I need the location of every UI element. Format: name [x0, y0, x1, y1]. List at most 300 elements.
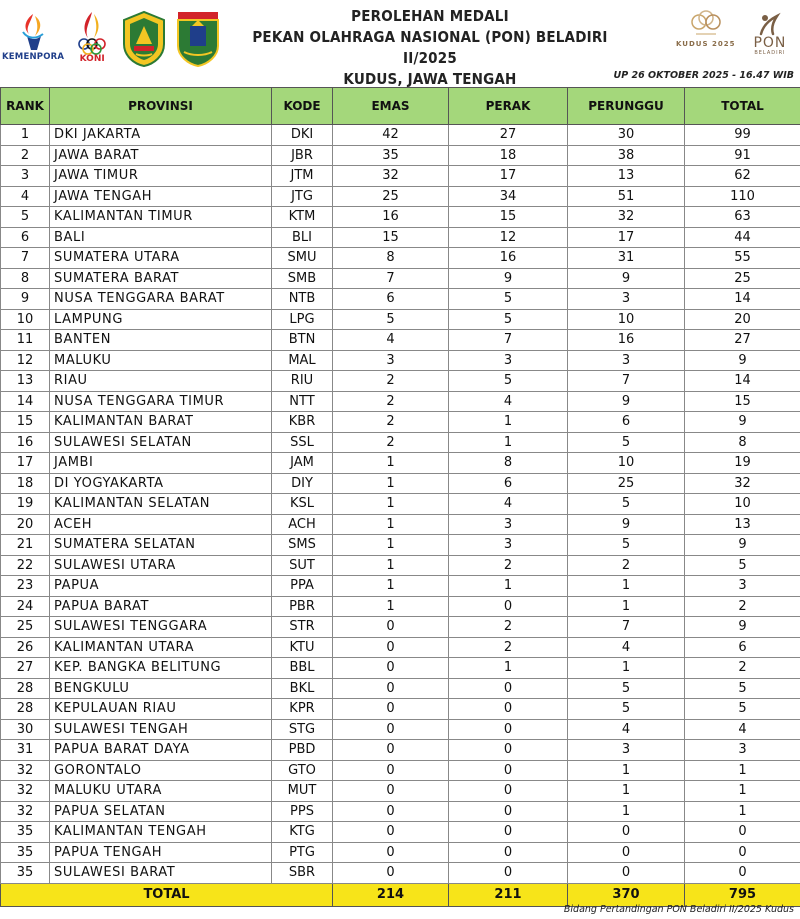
cell-kode: LPG [272, 309, 333, 330]
cell-perak: 0 [449, 740, 568, 761]
cell-total: 4 [685, 719, 800, 740]
cell-rank: 35 [1, 863, 50, 884]
table-row [1, 248, 800, 269]
cell-rank: 15 [1, 412, 50, 433]
cell-rank: 30 [1, 719, 50, 740]
cell-perak: 0 [449, 822, 568, 843]
cell-total: 5 [685, 699, 800, 720]
cell-kode: KPR [272, 699, 333, 720]
cell-perunggu: 3 [568, 289, 685, 310]
pon-logo [753, 10, 786, 56]
right-logos [676, 10, 786, 56]
totals-label: TOTAL [1, 883, 333, 906]
cell-perak: 1 [449, 432, 568, 453]
table-row [1, 227, 800, 248]
cell-total: 2 [685, 658, 800, 679]
kudus-2025-logo-text: KUDUS 2025 [676, 40, 736, 48]
table-row [1, 576, 800, 597]
left-logos [2, 10, 222, 68]
cell-emas: 1 [333, 494, 449, 515]
cell-kode: PBR [272, 596, 333, 617]
cell-emas: 42 [333, 125, 449, 146]
cell-rank: 25 [1, 617, 50, 638]
cell-perak: 12 [449, 227, 568, 248]
cell-provinsi: KALIMANTAN TENGAH [50, 822, 272, 843]
cell-rank: 28 [1, 678, 50, 699]
cell-perunggu: 4 [568, 637, 685, 658]
cell-perunggu: 5 [568, 699, 685, 720]
page-header [0, 0, 800, 88]
table-row [1, 494, 800, 515]
cell-rank: 27 [1, 658, 50, 679]
cell-perak: 27 [449, 125, 568, 146]
cell-perak: 9 [449, 268, 568, 289]
cell-provinsi: RIAU [50, 371, 272, 392]
table-row [1, 514, 800, 535]
cell-rank: 32 [1, 801, 50, 822]
cell-perak: 2 [449, 617, 568, 638]
cell-kode: PTG [272, 842, 333, 863]
cell-provinsi: BANTEN [50, 330, 272, 351]
cell-rank: 8 [1, 268, 50, 289]
column-header-perak: PERAK [449, 88, 568, 125]
cell-provinsi: KALIMANTAN TIMUR [50, 207, 272, 228]
cell-perunggu: 5 [568, 535, 685, 556]
cell-emas: 8 [333, 248, 449, 269]
pon-logo-subtext: BELADIRI [754, 50, 786, 56]
table-row [1, 391, 800, 412]
cell-emas: 1 [333, 453, 449, 474]
cell-perunggu: 38 [568, 145, 685, 166]
kemenpora-logo-text: KEMENPORA [2, 52, 65, 62]
cell-perunggu: 1 [568, 801, 685, 822]
column-header-kode: KODE [272, 88, 333, 125]
kudus-emblem-icon [174, 10, 222, 68]
cell-provinsi: SUMATERA BARAT [50, 268, 272, 289]
cell-rank: 18 [1, 473, 50, 494]
cell-perak: 15 [449, 207, 568, 228]
cell-perunggu: 1 [568, 576, 685, 597]
cell-total: 1 [685, 781, 800, 802]
cell-perak: 3 [449, 350, 568, 371]
cell-total: 63 [685, 207, 800, 228]
cell-kode: DIY [272, 473, 333, 494]
cell-total: 20 [685, 309, 800, 330]
cell-perunggu: 5 [568, 678, 685, 699]
cell-perunggu: 0 [568, 822, 685, 843]
table-row [1, 842, 800, 863]
cell-total: 5 [685, 678, 800, 699]
koni-logo [70, 10, 114, 64]
koni-logo-text: KONI [79, 54, 105, 64]
cell-perunggu: 1 [568, 658, 685, 679]
table-body [1, 125, 800, 884]
table-row [1, 166, 800, 187]
table-row [1, 822, 800, 843]
cell-emas: 0 [333, 658, 449, 679]
cell-provinsi: SULAWESI TENGGARA [50, 617, 272, 638]
cell-total: 55 [685, 248, 800, 269]
cell-emas: 5 [333, 309, 449, 330]
cell-emas: 2 [333, 371, 449, 392]
cell-emas: 16 [333, 207, 449, 228]
cell-perak: 4 [449, 391, 568, 412]
cell-emas: 0 [333, 801, 449, 822]
table-row [1, 760, 800, 781]
cell-rank: 14 [1, 391, 50, 412]
cell-perunggu: 6 [568, 412, 685, 433]
cell-perunggu: 10 [568, 309, 685, 330]
cell-perunggu: 9 [568, 391, 685, 412]
cell-perak: 0 [449, 719, 568, 740]
cell-provinsi: PAPUA SELATAN [50, 801, 272, 822]
cell-kode: NTB [272, 289, 333, 310]
cell-rank: 19 [1, 494, 50, 515]
cell-rank: 32 [1, 781, 50, 802]
table-row [1, 412, 800, 433]
cell-rank: 23 [1, 576, 50, 597]
cell-emas: 1 [333, 535, 449, 556]
cell-kode: JAM [272, 453, 333, 474]
cell-provinsi: PAPUA [50, 576, 272, 597]
table-row [1, 596, 800, 617]
cell-perak: 1 [449, 658, 568, 679]
cell-provinsi: NUSA TENGGARA BARAT [50, 289, 272, 310]
cell-perak: 7 [449, 330, 568, 351]
cell-provinsi: SULAWESI UTARA [50, 555, 272, 576]
cell-kode: PBD [272, 740, 333, 761]
table-row [1, 432, 800, 453]
cell-total: 14 [685, 289, 800, 310]
cell-rank: 5 [1, 207, 50, 228]
table-row [1, 801, 800, 822]
cell-provinsi: PAPUA BARAT DAYA [50, 740, 272, 761]
cell-provinsi: MALUKU [50, 350, 272, 371]
cell-emas: 7 [333, 268, 449, 289]
cell-perak: 0 [449, 699, 568, 720]
cell-kode: KSL [272, 494, 333, 515]
cell-provinsi: JAMBI [50, 453, 272, 474]
cell-perunggu: 10 [568, 453, 685, 474]
table-row [1, 658, 800, 679]
cell-provinsi: NUSA TENGGARA TIMUR [50, 391, 272, 412]
cell-provinsi: SULAWESI SELATAN [50, 432, 272, 453]
cell-emas: 2 [333, 432, 449, 453]
cell-provinsi: KALIMANTAN BARAT [50, 412, 272, 433]
cell-perak: 0 [449, 596, 568, 617]
table-row [1, 473, 800, 494]
cell-total: 3 [685, 740, 800, 761]
table-row [1, 719, 800, 740]
cell-perunggu: 5 [568, 494, 685, 515]
cell-kode: STR [272, 617, 333, 638]
table-row [1, 637, 800, 658]
cell-perunggu: 3 [568, 350, 685, 371]
cell-rank: 3 [1, 166, 50, 187]
title-block [230, 6, 630, 90]
column-header-provinsi: PROVINSI [50, 88, 272, 125]
cell-perak: 18 [449, 145, 568, 166]
cell-perak: 5 [449, 289, 568, 310]
cell-emas: 6 [333, 289, 449, 310]
kemenpora-logo [2, 10, 64, 62]
pon-figure-icon [755, 10, 785, 36]
cell-provinsi: PAPUA TENGAH [50, 842, 272, 863]
cell-provinsi: SULAWESI BARAT [50, 863, 272, 884]
kudus-2025-rings-icon [686, 10, 726, 40]
cell-total: 6 [685, 637, 800, 658]
cell-perunggu: 31 [568, 248, 685, 269]
cell-kode: SBR [272, 863, 333, 884]
table-row [1, 555, 800, 576]
cell-perunggu: 1 [568, 596, 685, 617]
cell-emas: 0 [333, 863, 449, 884]
cell-perak: 0 [449, 863, 568, 884]
table-row [1, 678, 800, 699]
cell-perak: 1 [449, 576, 568, 597]
cell-rank: 31 [1, 740, 50, 761]
cell-total: 5 [685, 555, 800, 576]
totals-perunggu: 370 [568, 883, 685, 906]
cell-kode: BKL [272, 678, 333, 699]
table-row [1, 289, 800, 310]
cell-kode: KTG [272, 822, 333, 843]
cell-emas: 0 [333, 719, 449, 740]
cell-rank: 10 [1, 309, 50, 330]
cell-rank: 4 [1, 186, 50, 207]
column-header-perunggu: PERUNGGU [568, 88, 685, 125]
cell-kode: DKI [272, 125, 333, 146]
footer-credit: Bidang Pertandingan PON Beladiri II/2025 Kudus [563, 904, 794, 915]
cell-emas: 2 [333, 391, 449, 412]
cell-emas: 0 [333, 781, 449, 802]
cell-perak: 2 [449, 555, 568, 576]
title-line-1: PEROLEHAN MEDALI [351, 7, 509, 25]
cell-emas: 32 [333, 166, 449, 187]
cell-rank: 28 [1, 699, 50, 720]
cell-perak: 0 [449, 842, 568, 863]
cell-perunggu: 51 [568, 186, 685, 207]
cell-emas: 15 [333, 227, 449, 248]
cell-emas: 0 [333, 617, 449, 638]
cell-emas: 0 [333, 699, 449, 720]
cell-total: 3 [685, 576, 800, 597]
cell-perak: 0 [449, 678, 568, 699]
cell-rank: 1 [1, 125, 50, 146]
title-line-2: PEKAN OLAHRAGA NASIONAL (PON) BELADIRI II/2025 [252, 28, 608, 67]
cell-emas: 4 [333, 330, 449, 351]
cell-perak: 5 [449, 371, 568, 392]
cell-perak: 0 [449, 760, 568, 781]
cell-kode: NTT [272, 391, 333, 412]
cell-perunggu: 1 [568, 781, 685, 802]
cell-total: 15 [685, 391, 800, 412]
cell-emas: 1 [333, 596, 449, 617]
cell-perunggu: 30 [568, 125, 685, 146]
cell-provinsi: LAMPUNG [50, 309, 272, 330]
cell-kode: SMU [272, 248, 333, 269]
cell-kode: SMB [272, 268, 333, 289]
cell-total: 99 [685, 125, 800, 146]
cell-rank: 2 [1, 145, 50, 166]
table-row [1, 535, 800, 556]
cell-rank: 35 [1, 842, 50, 863]
cell-kode: BBL [272, 658, 333, 679]
cell-rank: 26 [1, 637, 50, 658]
cell-total: 44 [685, 227, 800, 248]
cell-kode: KBR [272, 412, 333, 433]
cell-emas: 0 [333, 760, 449, 781]
cell-kode: KTU [272, 637, 333, 658]
cell-rank: 32 [1, 760, 50, 781]
table-row [1, 699, 800, 720]
column-header-total: TOTAL [685, 88, 800, 125]
cell-total: 0 [685, 842, 800, 863]
cell-perak: 16 [449, 248, 568, 269]
cell-perunggu: 5 [568, 432, 685, 453]
cell-total: 1 [685, 801, 800, 822]
cell-total: 9 [685, 350, 800, 371]
cell-perunggu: 32 [568, 207, 685, 228]
table-row [1, 186, 800, 207]
cell-provinsi: KEPULAUAN RIAU [50, 699, 272, 720]
cell-emas: 2 [333, 412, 449, 433]
cell-kode: MAL [272, 350, 333, 371]
cell-total: 19 [685, 453, 800, 474]
cell-provinsi: ACEH [50, 514, 272, 535]
cell-rank: 9 [1, 289, 50, 310]
cell-rank: 17 [1, 453, 50, 474]
medal-table [0, 87, 800, 907]
cell-perunggu: 25 [568, 473, 685, 494]
cell-rank: 16 [1, 432, 50, 453]
cell-rank: 12 [1, 350, 50, 371]
totals-total: 795 [685, 883, 800, 906]
cell-provinsi: DKI JAKARTA [50, 125, 272, 146]
cell-total: 9 [685, 617, 800, 638]
cell-perunggu: 4 [568, 719, 685, 740]
cell-emas: 1 [333, 514, 449, 535]
cell-kode: JTG [272, 186, 333, 207]
table-row [1, 207, 800, 228]
cell-rank: 11 [1, 330, 50, 351]
cell-total: 9 [685, 535, 800, 556]
column-header-rank: RANK [1, 88, 50, 125]
cell-kode: PPS [272, 801, 333, 822]
cell-total: 8 [685, 432, 800, 453]
totals-perak: 211 [449, 883, 568, 906]
kemenpora-torch-icon [13, 10, 53, 52]
cell-provinsi: SUMATERA SELATAN [50, 535, 272, 556]
cell-emas: 25 [333, 186, 449, 207]
cell-provinsi: KEP. BANGKA BELITUNG [50, 658, 272, 679]
jawa-tengah-emblem-icon [120, 10, 168, 68]
cell-kode: SSL [272, 432, 333, 453]
cell-kode: JTM [272, 166, 333, 187]
cell-provinsi: DI YOGYAKARTA [50, 473, 272, 494]
cell-perunggu: 3 [568, 740, 685, 761]
cell-rank: 13 [1, 371, 50, 392]
cell-kode: RIU [272, 371, 333, 392]
cell-kode: KTM [272, 207, 333, 228]
cell-emas: 0 [333, 842, 449, 863]
cell-perak: 8 [449, 453, 568, 474]
table-row [1, 125, 800, 146]
cell-perak: 1 [449, 412, 568, 433]
cell-perunggu: 16 [568, 330, 685, 351]
cell-provinsi: SULAWESI TENGAH [50, 719, 272, 740]
totals-row [1, 883, 800, 906]
cell-total: 1 [685, 760, 800, 781]
table-row [1, 330, 800, 351]
cell-emas: 0 [333, 637, 449, 658]
cell-rank: 35 [1, 822, 50, 843]
cell-total: 0 [685, 822, 800, 843]
kudus-2025-logo [676, 10, 735, 56]
table-row [1, 371, 800, 392]
cell-perunggu: 9 [568, 514, 685, 535]
cell-provinsi: JAWA TIMUR [50, 166, 272, 187]
cell-perunggu: 7 [568, 617, 685, 638]
cell-total: 62 [685, 166, 800, 187]
totals-emas: 214 [333, 883, 449, 906]
cell-total: 13 [685, 514, 800, 535]
cell-perunggu: 2 [568, 555, 685, 576]
cell-perak: 6 [449, 473, 568, 494]
cell-provinsi: GORONTALO [50, 760, 272, 781]
cell-total: 32 [685, 473, 800, 494]
title-line-3: KUDUS, JAWA TENGAH [343, 70, 517, 88]
cell-total: 91 [685, 145, 800, 166]
cell-kode: BTN [272, 330, 333, 351]
cell-provinsi: SUMATERA UTARA [50, 248, 272, 269]
cell-perunggu: 13 [568, 166, 685, 187]
cell-total: 14 [685, 371, 800, 392]
cell-perak: 17 [449, 166, 568, 187]
cell-total: 25 [685, 268, 800, 289]
cell-total: 0 [685, 863, 800, 884]
koni-emblem-icon [70, 10, 114, 56]
cell-perak: 3 [449, 514, 568, 535]
table-row [1, 145, 800, 166]
cell-emas: 1 [333, 576, 449, 597]
cell-kode: GTO [272, 760, 333, 781]
cell-kode: ACH [272, 514, 333, 535]
cell-kode: JBR [272, 145, 333, 166]
cell-rank: 24 [1, 596, 50, 617]
cell-emas: 0 [333, 740, 449, 761]
cell-provinsi: JAWA TENGAH [50, 186, 272, 207]
cell-emas: 0 [333, 822, 449, 843]
cell-emas: 0 [333, 678, 449, 699]
cell-perak: 34 [449, 186, 568, 207]
cell-total: 9 [685, 412, 800, 433]
table-row [1, 453, 800, 474]
cell-provinsi: BENGKULU [50, 678, 272, 699]
cell-provinsi: PAPUA BARAT [50, 596, 272, 617]
cell-provinsi: JAWA BARAT [50, 145, 272, 166]
column-header-emas: EMAS [333, 88, 449, 125]
pon-logo-text: PON [753, 35, 787, 51]
cell-rank: 21 [1, 535, 50, 556]
cell-total: 27 [685, 330, 800, 351]
table-row [1, 781, 800, 802]
cell-rank: 6 [1, 227, 50, 248]
cell-perunggu: 7 [568, 371, 685, 392]
cell-emas: 35 [333, 145, 449, 166]
table-row [1, 350, 800, 371]
cell-perunggu: 0 [568, 842, 685, 863]
